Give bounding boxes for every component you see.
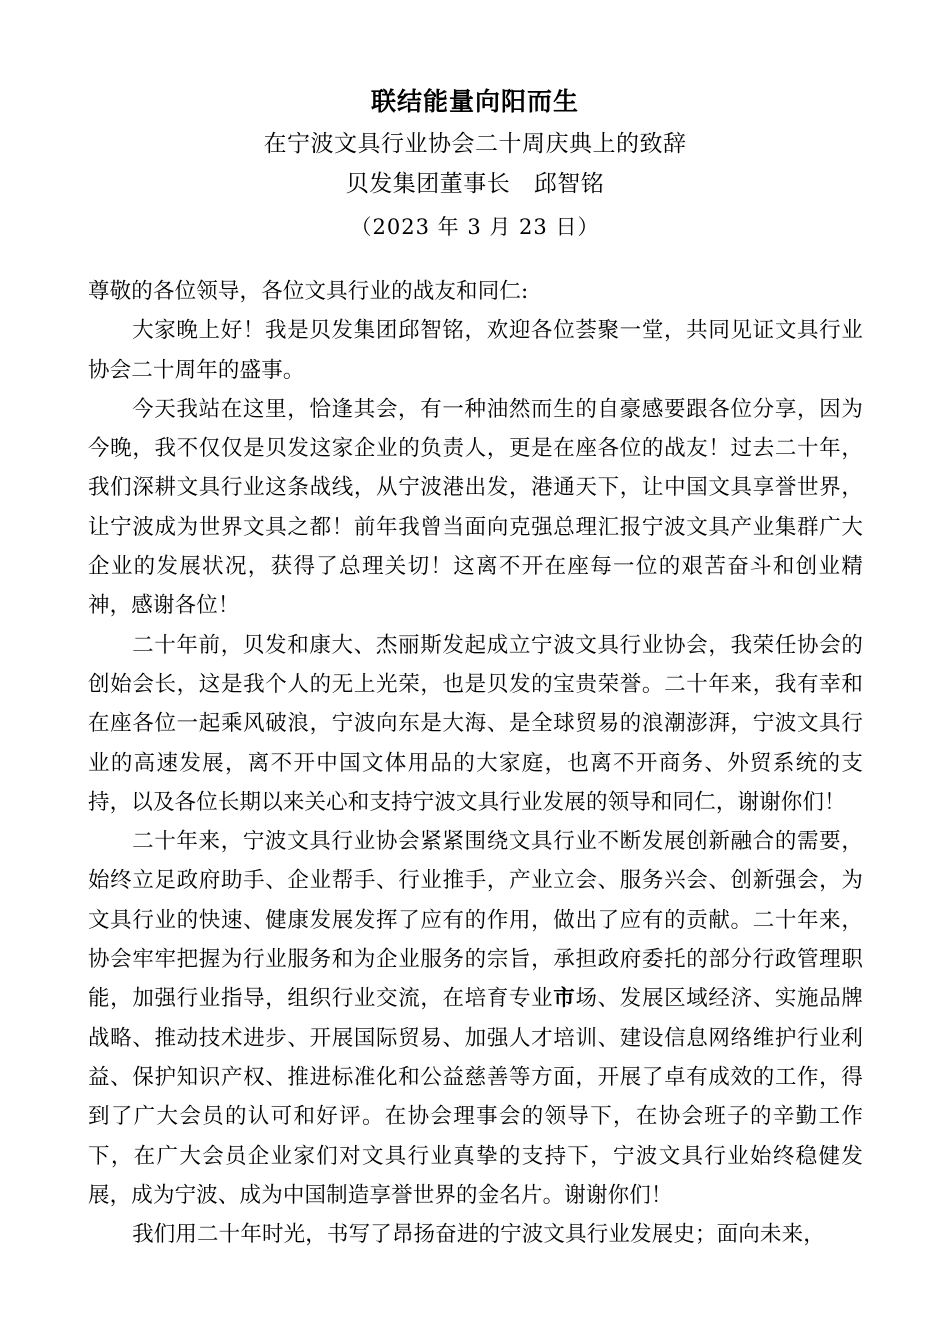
salutation-line: 尊敬的各位领导，各位文具行业的战友和同仁: xyxy=(88,279,529,304)
body-paragraph-3: 二十年前，贝发和康大、杰丽斯发起成立宁波文具行业协会，我荣任协会的创始会长，这是我个人的无上光荣，也是贝发的宝贵荣誉。二十年来，我有幸和在座各位一起乘风破浪，宁波向东是大海、是全球贸易的浪潮澎湃，宁波文具行业的高速发展，离不开中国文体用品的大家庭，也离不开商务、外贸系统的支持，以及各位长期以来关心和支持宁波文具行业发展的领导和同仁，谢谢你们！ xyxy=(88,632,863,815)
document-date: （2023 年 3 月 23 日） xyxy=(350,215,600,239)
body-paragraph-2: 今天我站在这里，恰逢其会，有一种油然而生的自豪感要跟各位分享，因为今晚，我不仅仅是贝发这家企业的负责人，更是在座各位的战友！过去二十年，我们深耕文具行业这条战线，从宁波港出发，港通天下，让中国文具享誉世界，让宁波成为世界文具之都！前年我曾当面向克强总理汇报宁波文具产业集群广大企业的发展状况，获得了总理关切！这离不开在座每一位的艰苦奋斗和创业精神，感谢各位！ xyxy=(88,396,863,619)
document-author: 贝发集团董事长 邱智铭 xyxy=(345,171,605,197)
paragraph-4-text-after: 场、发展区域经济、实施品牌战略、推动技术进步、开展国际贸易、加强人才培训、建设信息网络维护行业利益、保护知识产权、推进标准化和公益慈善等方面，开展了卓有成效的工作，得到了广大会员的认可和好评。在协会理事会的领导下，在协会班子的辛勤工作下，在广大会员企业家们对文具行业真挚的支持下，宁波文具行业始终稳健发展，成为宁波、成为中国制造享誉世界的金名片。谢谢你们！ xyxy=(88,986,864,1208)
document-subtitle: 在宁波文具行业协会二十周庆典上的致辞 xyxy=(263,131,687,157)
emphasized-character: 市 xyxy=(553,986,576,1012)
body-paragraph-1: 大家晚上好！我是贝发集团邱智铭，欢迎各位荟聚一堂，共同见证文具行业协会二十周年的盛事。 xyxy=(88,318,863,383)
document-body xyxy=(88,272,863,1254)
body-paragraph-4 xyxy=(88,822,863,1215)
page-title: 联结能量向阳而生 xyxy=(370,87,579,116)
title-block xyxy=(0,86,950,243)
paragraph-4-text-before: 二十年来，宁波文具行业协会紧紧围绕文具行业不断发展创新融合的需要，始终立足政府助手、企业帮手、行业推手，产业立会、服务兴会、创新强会，为文具行业的快速、健康发展发挥了应有的作用，做出了应有的贡献。二十年来，协会牢牢把握为行业服务和为企业服务的宗旨，承担政府委托的部分行政管理职能，加强行业指导，组织行业交流，在培育专业 xyxy=(88,829,863,1012)
body-paragraph-5: 我们用二十年时光，书写了昂扬奋进的宁波文具行业发展史；面向未来， xyxy=(132,1222,825,1248)
